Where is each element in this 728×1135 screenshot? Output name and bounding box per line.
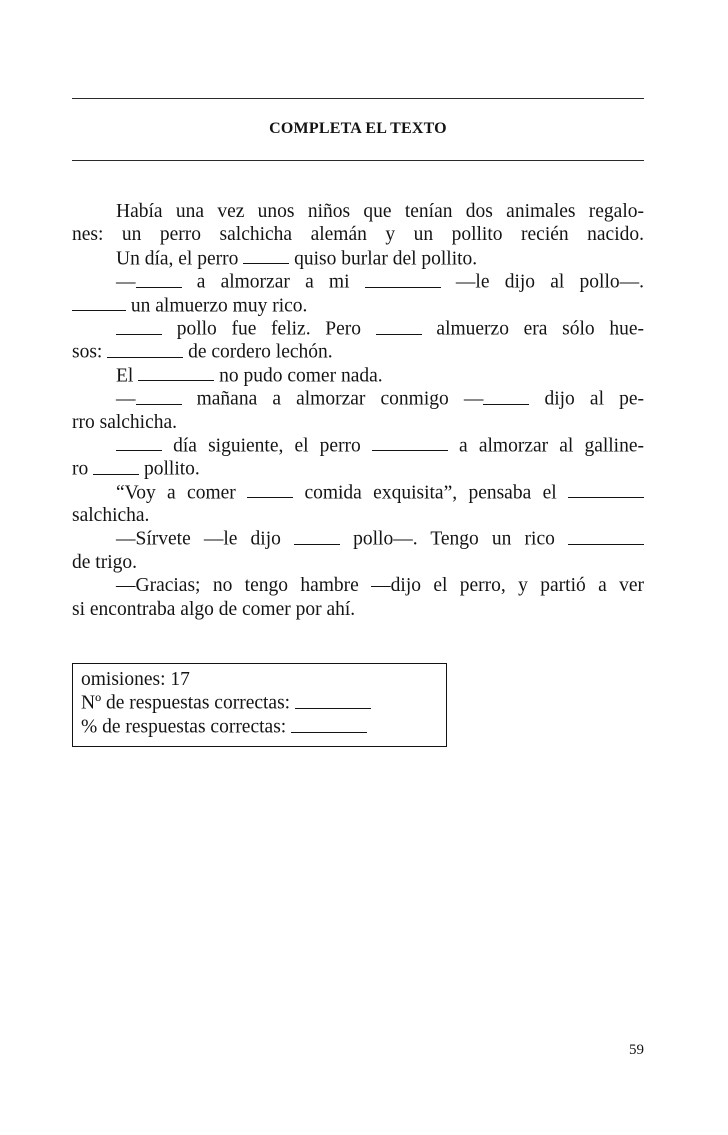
- story-text-fragment: ro: [72, 458, 94, 480]
- answer-blank[interactable]: [291, 715, 367, 733]
- story-line: [72, 434, 644, 457]
- correct-count-line: [81, 691, 446, 715]
- story-text-fragment: sos:: [72, 341, 108, 363]
- answer-blank[interactable]: [93, 457, 139, 475]
- answer-blank[interactable]: [294, 527, 340, 545]
- story-text-fragment: no pudo comer nada.: [214, 365, 383, 387]
- story-line: [72, 317, 644, 340]
- answer-blank[interactable]: [365, 270, 441, 288]
- page-number: 59: [629, 1042, 644, 1058]
- top-rule: [72, 98, 644, 99]
- story-line: [72, 481, 644, 504]
- story-text-fragment: pollito.: [139, 458, 200, 480]
- story-text-fragment: salchicha.: [72, 505, 150, 527]
- correct-percent-label: % de respuestas correctas:: [81, 716, 287, 738]
- story-text-fragment: un almuerzo muy rico.: [126, 295, 308, 317]
- page-heading: COMPLETA EL TEXTO: [269, 120, 447, 137]
- answer-blank[interactable]: [295, 691, 371, 709]
- omissions-count: omisiones: 17: [81, 669, 190, 690]
- story-text-fragment: dijo al pe-: [529, 388, 644, 410]
- story-text-fragment: quiso burlar del pollito.: [289, 248, 478, 270]
- story-text-fragment: comida exquisita”, pensaba el: [293, 482, 568, 504]
- answer-blank[interactable]: [376, 317, 422, 335]
- story-text-fragment: —: [116, 271, 136, 293]
- story-text-fragment: pollo—. Tengo un rico: [340, 529, 568, 551]
- answer-blank[interactable]: [136, 270, 182, 288]
- correct-count-label: Nº de respuestas correctas:: [81, 692, 291, 714]
- story-text-fragment: —: [116, 388, 136, 410]
- story-line: [72, 504, 644, 527]
- answer-blank[interactable]: [568, 481, 644, 499]
- heading-rule: [72, 160, 644, 161]
- story-line: [72, 223, 644, 246]
- story-text-fragment: —Sírvete —le dijo: [116, 529, 294, 551]
- answer-blank[interactable]: [72, 294, 126, 312]
- answer-blank[interactable]: [116, 434, 162, 452]
- story-text-fragment: Un día, el perro: [116, 248, 244, 270]
- answer-blank[interactable]: [136, 387, 182, 405]
- answer-blank[interactable]: [247, 481, 293, 499]
- story-text-fragment: si encontraba algo de comer por ahí.: [72, 598, 356, 620]
- correct-percent-line: [81, 715, 446, 739]
- story-line: [72, 387, 644, 410]
- story-line: [72, 527, 644, 550]
- story-text: [72, 200, 644, 621]
- story-line: [72, 340, 644, 363]
- story-line: [72, 598, 644, 621]
- story-line: [72, 411, 644, 434]
- story-text-fragment: nes: un perro salchicha alemán y un pollito recién nacido.: [72, 224, 644, 246]
- story-line: [72, 457, 644, 480]
- story-text-fragment: almuerzo era sólo hue-: [421, 318, 644, 340]
- story-line: [72, 270, 644, 293]
- story-line: [72, 574, 644, 597]
- answer-blank[interactable]: [243, 247, 289, 265]
- answer-blank[interactable]: [483, 387, 529, 405]
- story-text-fragment: —le dijo al pollo—.: [440, 271, 644, 293]
- story-text-fragment: “Voy a comer: [116, 482, 248, 504]
- story-text-fragment: pollo fue feliz. Pero: [162, 318, 376, 340]
- answer-blank[interactable]: [138, 364, 214, 382]
- story-text-fragment: —Gracias; no tengo hambre —dijo el perro, y partió a ver: [116, 575, 644, 597]
- story-text-fragment: de cordero lechón.: [183, 341, 333, 363]
- story-text-fragment: a almorzar al galline-: [447, 435, 644, 457]
- answer-blank[interactable]: [372, 434, 448, 452]
- story-line: [72, 247, 644, 270]
- answer-blank[interactable]: [116, 317, 162, 335]
- story-text-fragment: rro salchicha.: [72, 411, 178, 433]
- answer-blank[interactable]: [107, 340, 183, 358]
- story-line: [72, 294, 644, 317]
- story-line: [72, 364, 644, 387]
- story-text-fragment: a almorzar a mi: [181, 271, 365, 293]
- story-line: [72, 200, 644, 223]
- answer-blank[interactable]: [568, 527, 644, 545]
- story-text-fragment: de trigo.: [72, 551, 137, 573]
- story-text-fragment: día siguiente, el perro: [162, 435, 372, 457]
- score-box: [72, 663, 447, 747]
- story-text-fragment: Había una vez unos niños que tenían dos animales regalo-: [116, 201, 644, 222]
- story-text-fragment: mañana a almorzar conmigo —: [181, 388, 484, 410]
- story-text-fragment: El: [116, 365, 139, 387]
- story-line: [72, 551, 644, 574]
